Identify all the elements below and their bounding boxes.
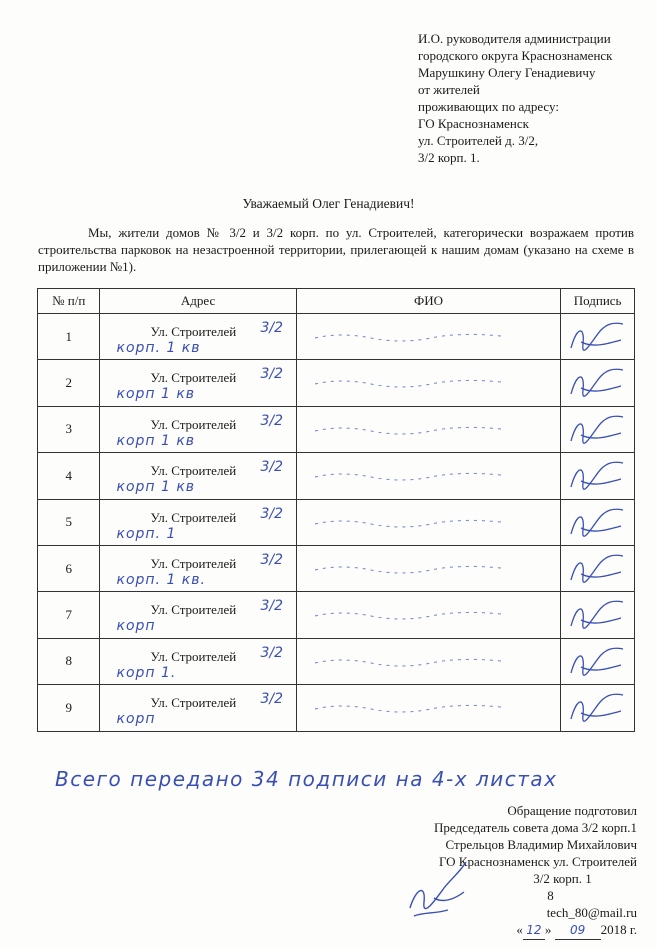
street-label: Ул. Строителей <box>150 416 237 432</box>
row-fio <box>296 545 560 591</box>
redacted-name <box>311 465 511 487</box>
date-year: 2018 г. <box>600 922 637 937</box>
house-number-handwritten: 3/2 <box>260 412 284 429</box>
signature-scribble <box>567 643 627 681</box>
row-address <box>100 592 296 638</box>
redacted-name <box>311 512 511 534</box>
house-number-handwritten: 3/2 <box>260 598 284 615</box>
row-address <box>100 638 296 684</box>
house-number-handwritten: 3/2 <box>260 459 284 476</box>
petition-body: Мы, жители домов № 3/2 и 3/2 корп. по ул. Строителей, категорически возражаем против строительства парковок на незастроенной территории, прилегающей к нашим домам (указано на схеме в приложении №1). <box>38 225 634 274</box>
footer-line: ГО Краснознаменск ул. Строителей <box>438 854 637 869</box>
handwritten-note: Всего передано 34 подписи на 4-х листах <box>55 767 558 791</box>
house-number-handwritten: 3/2 <box>260 366 284 383</box>
footer-line: Обращение подготовил <box>507 803 637 818</box>
street-label: Ул. Строителей <box>150 370 237 386</box>
addressee-line: Марушкину Олегу Генадиевичу <box>418 65 596 80</box>
addressee-line: проживающих по адресу: <box>418 99 559 114</box>
signature-scribble <box>567 364 627 402</box>
date-close-quote: » <box>544 922 552 937</box>
corp-handwritten: корп 1. <box>116 664 177 681</box>
street-label: Ул. Строителей <box>150 463 237 479</box>
row-signature <box>561 406 635 452</box>
header-num: № п/п <box>38 289 100 314</box>
addressee-line: И.О. руководителя администрации <box>418 31 611 46</box>
corp-handwritten: корп 1 кв <box>116 386 196 403</box>
redacted-name <box>311 651 511 673</box>
footer-line: Стрельцов Владимир Михайлович <box>445 837 637 852</box>
header-fio: ФИО <box>296 289 560 314</box>
addressee-line: ГО Краснознаменск <box>418 116 529 131</box>
footer-email: tech_80@mail.ru <box>546 905 637 920</box>
row-signature <box>561 592 635 638</box>
table-row <box>38 545 635 591</box>
house-number-handwritten: 3/2 <box>260 320 284 336</box>
row-number: 4 <box>38 453 100 499</box>
signature-scribble <box>567 504 627 542</box>
redacted-name <box>311 372 511 394</box>
corp-handwritten: корп 1 кв <box>116 479 196 496</box>
row-signature <box>561 499 635 545</box>
row-address <box>100 360 296 406</box>
preparer-signature <box>404 858 474 922</box>
signature-scribble <box>567 550 627 588</box>
row-address <box>100 685 296 731</box>
row-signature <box>561 453 635 499</box>
street-label: Ул. Строителей <box>150 648 237 664</box>
signature-scribble <box>567 689 627 727</box>
table-row <box>38 685 635 731</box>
row-signature <box>561 545 635 591</box>
table-row <box>38 406 635 452</box>
street-label: Ул. Строителей <box>150 695 237 711</box>
header-signature: Подпись <box>561 289 635 314</box>
house-number-handwritten: 3/2 <box>260 691 284 708</box>
petition-text <box>38 224 634 275</box>
row-address <box>100 314 296 360</box>
row-fio <box>296 685 560 731</box>
table-row <box>38 499 635 545</box>
row-address <box>100 453 296 499</box>
corp-handwritten: корп. 1 <box>116 525 177 542</box>
row-number: 7 <box>38 592 100 638</box>
row-signature <box>561 638 635 684</box>
header-address: Адрес <box>100 289 296 314</box>
date-open-quote: « <box>516 922 523 937</box>
signature-scribble <box>567 596 627 634</box>
row-fio <box>296 360 560 406</box>
footer-date <box>434 921 637 940</box>
row-fio <box>296 314 560 360</box>
addressee-line: от жителей <box>418 82 480 97</box>
signature-table <box>37 288 635 732</box>
table-row <box>38 638 635 684</box>
corp-handwritten: корп <box>116 711 156 728</box>
table-row <box>38 592 635 638</box>
addressee-line: 3/2 корп. 1. <box>418 150 480 165</box>
row-number: 9 <box>38 685 100 731</box>
signature-scribble <box>567 318 627 356</box>
row-signature <box>561 314 635 360</box>
row-number: 8 <box>38 638 100 684</box>
house-number-handwritten: 3/2 <box>260 505 284 522</box>
corp-handwritten: корп 1 кв <box>116 432 196 449</box>
footer-line: Председатель совета дома 3/2 корп.1 <box>433 820 637 835</box>
row-number: 2 <box>38 360 100 406</box>
footer-house: 3/2 корп. 1 <box>533 871 592 886</box>
street-label: Ул. Строителей <box>150 602 237 618</box>
row-number: 1 <box>38 314 100 360</box>
corp-handwritten: корп. 1 кв <box>116 340 201 356</box>
redacted-name <box>311 604 511 626</box>
signature-scribble <box>567 457 627 495</box>
row-number: 3 <box>38 406 100 452</box>
house-number-handwritten: 3/2 <box>260 644 284 661</box>
footer-phone: 8 <box>547 888 554 903</box>
street-label: Ул. Строителей <box>150 509 237 525</box>
row-fio <box>296 592 560 638</box>
row-number: 6 <box>38 545 100 591</box>
redacted-name <box>311 697 511 719</box>
street-label: Ул. Строителей <box>150 324 237 339</box>
table-row <box>38 360 635 406</box>
street-label: Ул. Строителей <box>150 555 237 571</box>
redacted-name <box>311 558 511 580</box>
row-signature <box>561 360 635 406</box>
table-header-row <box>38 289 635 314</box>
table-row <box>38 314 635 360</box>
signature-scribble <box>567 411 627 449</box>
row-address <box>100 406 296 452</box>
addressee-block <box>418 30 653 166</box>
row-address <box>100 499 296 545</box>
row-fio <box>296 406 560 452</box>
redacted-name <box>311 326 511 348</box>
row-signature <box>561 685 635 731</box>
addressee-line: ул. Строителей д. 3/2, <box>418 133 539 148</box>
row-address <box>100 545 296 591</box>
house-number-handwritten: 3/2 <box>260 551 284 568</box>
greeting: Уважаемый Олег Генадиевич! <box>242 196 415 211</box>
table-row <box>38 453 635 499</box>
row-number: 5 <box>38 499 100 545</box>
row-fio <box>296 453 560 499</box>
row-fio <box>296 499 560 545</box>
redacted-name <box>311 419 511 441</box>
corp-handwritten: корп <box>116 618 156 635</box>
date-month: 09 <box>555 922 601 940</box>
corp-handwritten: корп. 1 кв. <box>116 571 206 588</box>
date-day: 12 <box>523 922 545 940</box>
row-fio <box>296 638 560 684</box>
addressee-line: городского округа Краснознаменск <box>418 48 613 63</box>
